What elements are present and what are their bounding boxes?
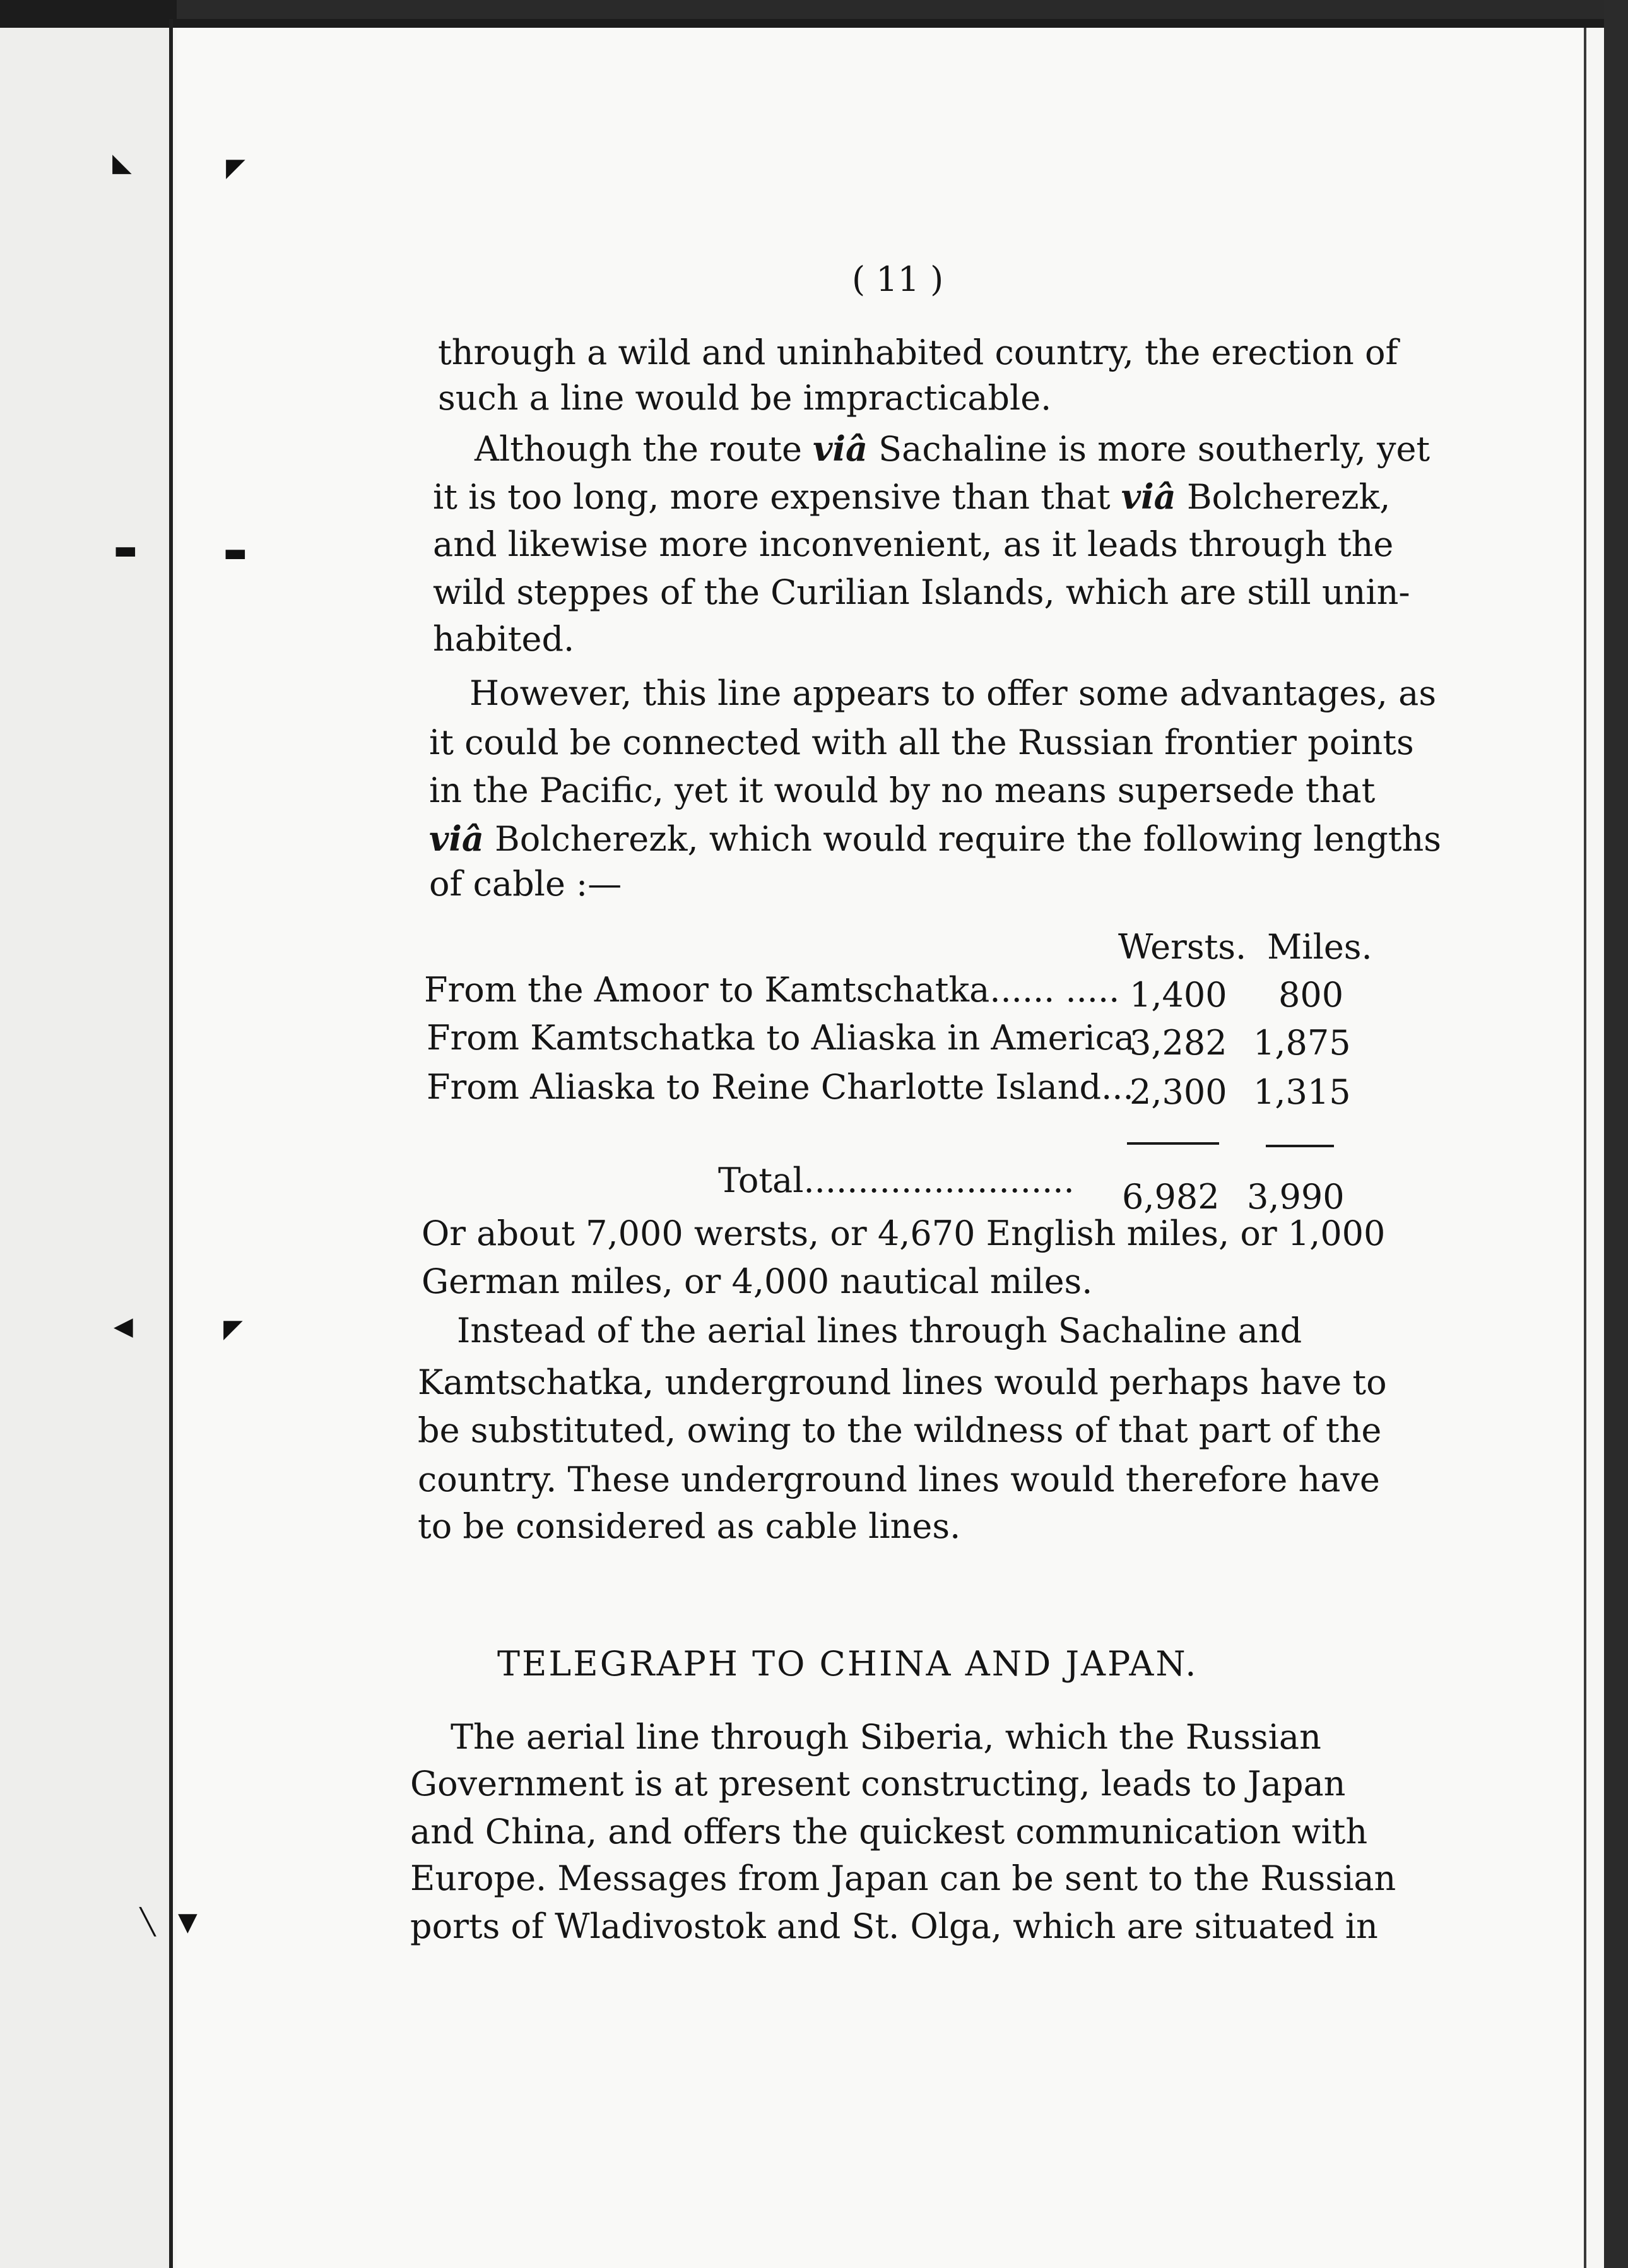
text-line: it could be connected with all the Russian frontier points [429, 723, 1414, 762]
text-run: it is too long, more expensive than that [433, 477, 1121, 517]
table-cell-wersts: 1,400 [1130, 975, 1227, 1015]
thread-mark: ╲ [140, 1908, 156, 1937]
text-line: be substituted, owing to the wildness of that part of the [418, 1410, 1382, 1450]
section-heading: TELEGRAPH TO CHINA AND JAPAN. [497, 1644, 1198, 1684]
text-line: in the Pacific, yet it would by no means supersede that [429, 771, 1376, 810]
thread-mark: ▬ [223, 538, 247, 567]
text-line: wild steppes of the Curilian Islands, which are still unin- [433, 572, 1410, 612]
sum-rule [1127, 1142, 1219, 1145]
table-cell-wersts: 2,300 [1130, 1072, 1227, 1112]
thread-mark: ◀ [114, 1312, 133, 1341]
table-total-label: Total......................... [718, 1161, 1075, 1200]
italic-via: viâ [1121, 476, 1176, 517]
text-line: and China, and offers the quickest communication with [410, 1812, 1368, 1852]
sum-rule [1266, 1145, 1334, 1147]
table-cell-miles: 800 [1278, 975, 1344, 1015]
text-line: country. These underground lines would therefore have [418, 1460, 1380, 1499]
text-line: The aerial line through Siberia, which the Russian [451, 1717, 1321, 1757]
italic-via: viâ [429, 818, 484, 859]
table-total-miles: 3,990 [1247, 1177, 1345, 1217]
column-header-wersts: Wersts. [1118, 927, 1247, 967]
text-line: Or about 7,000 wersts, or 4,670 English miles, or 1,000 [422, 1214, 1386, 1253]
text-line: Kamtschatka, underground lines would perhaps have to [418, 1362, 1387, 1402]
text-line: Instead of the aerial lines through Sachaline and [457, 1311, 1302, 1350]
thread-mark: ▼ [178, 1908, 198, 1937]
text-line: Government is at present constructing, leads to Japan [410, 1764, 1346, 1804]
text-line: habited. [433, 619, 575, 659]
text-line [433, 476, 1391, 517]
text-run: Although the route [475, 429, 813, 469]
text-line: and likewise more inconvenient, as it leads through the [433, 524, 1394, 564]
text-line [475, 428, 1430, 469]
table-row-label: From Aliaska to Reine Charlotte Island... [427, 1067, 1134, 1107]
text-line: German miles, or 4,000 nautical miles. [422, 1261, 1093, 1301]
italic-via: viâ [813, 428, 868, 469]
thread-mark: ▬ [114, 536, 138, 565]
text-line: through a wild and uninhabited country, the erection of [438, 333, 1398, 372]
text-line: Europe. Messages from Japan can be sent to the Russian [410, 1858, 1396, 1898]
table-cell-miles: 1,315 [1253, 1072, 1351, 1112]
column-header-miles: Miles. [1267, 927, 1372, 967]
table-cell-wersts: 3,282 [1130, 1023, 1227, 1063]
text-line: However, this line appears to offer some advantages, as [469, 673, 1437, 713]
thread-mark: ◣ [112, 148, 132, 177]
table-total-wersts: 6,982 [1122, 1177, 1220, 1217]
text-run: Sachaline is more southerly, yet [867, 429, 1430, 469]
page-number: ( 11 ) [852, 259, 944, 299]
text-line: to be considered as cable lines. [418, 1506, 961, 1546]
text-line: ports of Wladivostok and St. Olga, which are situated in [410, 1906, 1378, 1946]
text-line: of cable :— [429, 864, 622, 904]
table-row-label: From Kamtschatka to Aliaska in America [427, 1018, 1135, 1058]
thread-mark: ◤ [223, 1314, 243, 1344]
text-run: Bolcherezk, [1176, 477, 1391, 517]
text-line [429, 818, 1441, 859]
text-line: such a line would be impracticable. [438, 378, 1052, 418]
text-run: Bolcherezk, which would require the following lengths [483, 819, 1441, 859]
table-cell-miles: 1,875 [1253, 1023, 1351, 1063]
thread-mark: ◤ [226, 153, 245, 182]
table-row-label: From the Amoor to Kamtschatka...... ..... [424, 970, 1120, 1010]
